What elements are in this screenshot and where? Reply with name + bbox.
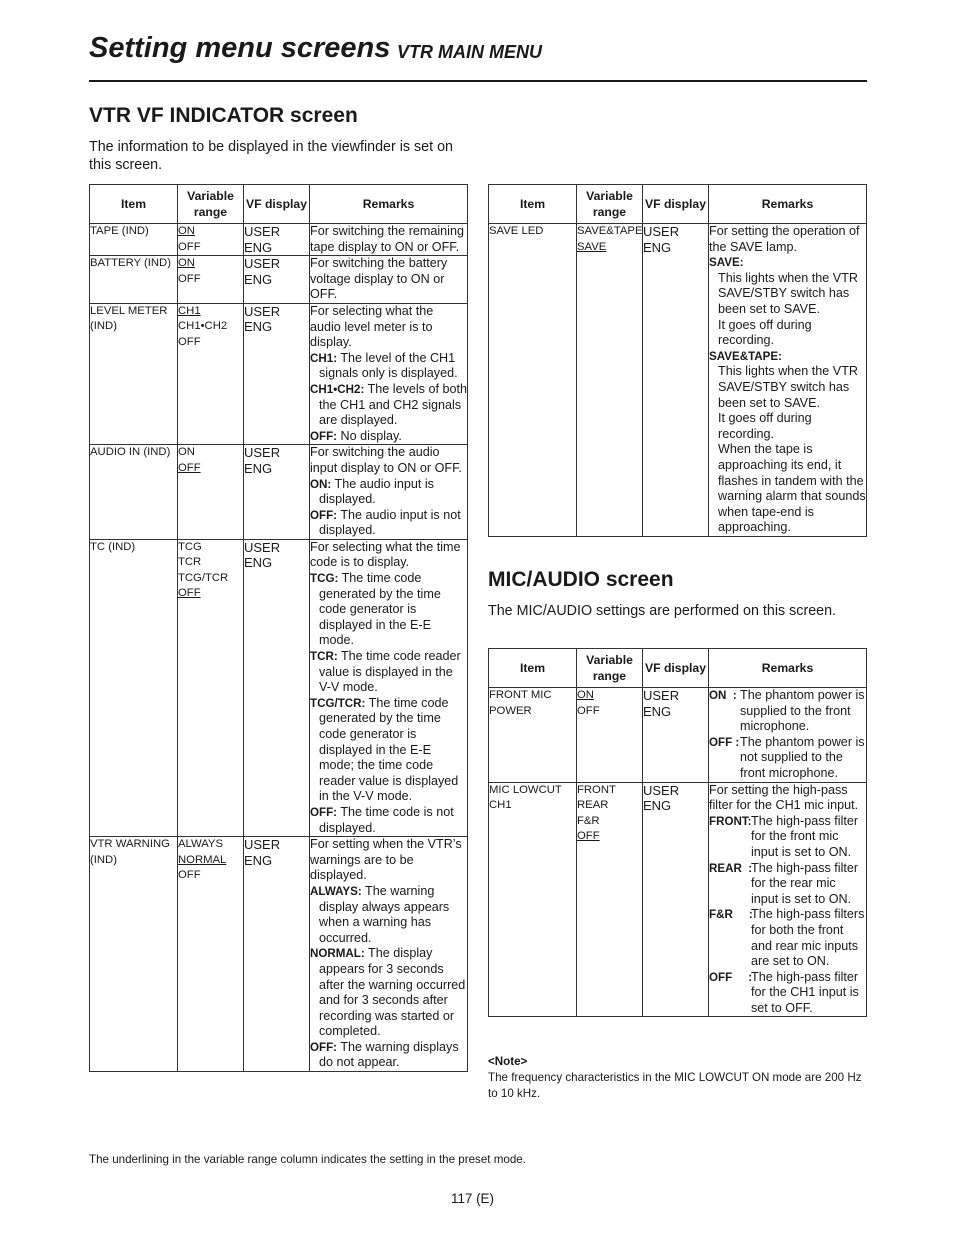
remark-key: F&R : — [709, 908, 753, 922]
range-option: TCG — [178, 540, 202, 553]
vf-display-value: ENG — [244, 555, 273, 571]
range-option: ALWAYS — [178, 838, 223, 851]
table-row — [489, 782, 867, 1017]
range-option: F&R — [577, 814, 600, 827]
vf-display-value: USER — [244, 303, 281, 319]
remark-value: The levels of both the CH1 and CH2 signals are displayed. — [319, 381, 467, 428]
remark-subtext: This lights when the VTR SAVE/STBY switch has been set to SAVE. — [718, 364, 858, 410]
remarks-cell — [709, 224, 867, 537]
vf-display-value: USER — [643, 782, 680, 798]
remark-key: OFF: — [310, 1040, 338, 1054]
range-option: ON — [178, 446, 195, 459]
range-option: TCR — [178, 556, 202, 569]
remark-key: CH1•CH2: — [310, 382, 365, 396]
remark-key: OFF: — [310, 508, 338, 522]
remark-definition — [709, 814, 866, 861]
page-title: Setting menu screens — [89, 32, 391, 64]
range-option: REAR — [577, 799, 609, 812]
remark-key: SAVE&TAPE: — [709, 349, 783, 363]
remark-definition — [310, 696, 467, 805]
remark-definition — [310, 477, 467, 508]
column-header-remarks: Remarks — [310, 185, 468, 224]
remark-definition — [709, 861, 866, 908]
remark-key: ALWAYS: — [310, 884, 362, 898]
remarks-cell — [310, 445, 468, 540]
column-header-vf-display: VF display — [244, 185, 310, 224]
remark-definition — [310, 649, 467, 696]
preset-option: NORMAL — [178, 853, 227, 866]
preset-option: OFF — [178, 461, 201, 474]
remark-value: The time code generated by the time code generator is displayed in the E-E mode. — [319, 571, 441, 648]
remark-value: The phantom power is supplied to the front microphone. — [740, 688, 865, 734]
vf-display-cell — [643, 224, 709, 537]
column-header-variable-range: Variable range — [178, 185, 244, 224]
note-text: The frequency characteristics in the MIC LOWCUT ON mode are 200 Hz to 10 kHz. — [488, 1071, 862, 1100]
table-row — [90, 539, 468, 836]
remark-subtext: It goes off during recording. — [718, 317, 812, 348]
range-option: OFF — [178, 272, 201, 285]
item-cell: FRONT MIC POWER — [489, 688, 577, 783]
vf-display-value: ENG — [244, 319, 273, 335]
remark-value: The level of the CH1 signals only is displayed. — [319, 350, 458, 381]
remark-definition — [310, 382, 467, 429]
remark-definition — [310, 805, 467, 836]
variable-range-cell — [178, 837, 244, 1072]
range-option: FRONT — [577, 783, 616, 796]
save-led-table — [488, 184, 867, 537]
remark-value: The time code generated by the time code generator is displayed in the E-E mode; the time code reader value is displayed in the V-V mode. — [319, 695, 459, 804]
item-cell: SAVE LED — [489, 224, 577, 537]
column-header-remarks: Remarks — [709, 649, 867, 688]
vf-display-cell — [244, 539, 310, 836]
remark-key: SAVE: — [709, 256, 744, 270]
table-row — [489, 688, 867, 783]
range-option: OFF — [178, 869, 201, 882]
remark-text: For setting the high-pass filter for the CH1 mic input. — [709, 782, 859, 813]
column-header-variable-range: Variable range — [577, 649, 643, 688]
variable-range-cell — [178, 303, 244, 444]
remark-key: TCG: — [310, 572, 339, 586]
vf-display-cell — [244, 837, 310, 1072]
mic-audio-intro: The MIC/AUDIO settings are performed on this screen. — [488, 603, 837, 619]
column-header-item: Item — [489, 185, 577, 224]
variable-range-cell — [178, 256, 244, 304]
item-cell: MIC LOWCUT CH1 — [489, 782, 577, 1017]
remarks-cell — [310, 256, 468, 304]
remarks-cell — [310, 837, 468, 1072]
remark-value: The high-pass filter for the rear mic input is set to ON. — [751, 860, 859, 906]
vf-display-value: USER — [244, 539, 281, 555]
remark-value: The warning display always appears when a warning has occurred. — [319, 883, 450, 945]
remark-value: The time code is not displayed. — [319, 804, 454, 835]
column-header-vf-display: VF display — [643, 185, 709, 224]
vf-display-cell — [244, 445, 310, 540]
preset-option: OFF — [178, 587, 201, 600]
vf-indicator-table — [89, 184, 468, 1072]
vf-display-value: ENG — [244, 271, 273, 287]
vf-display-value: USER — [643, 224, 680, 239]
preset-option: ON — [178, 257, 195, 270]
vf-display-value: USER — [244, 837, 281, 853]
remark-definition — [310, 946, 467, 1040]
remark-definition — [310, 508, 467, 539]
remark-key: OFF : — [709, 735, 740, 749]
remarks-cell — [709, 782, 867, 1017]
vf-display-value: USER — [244, 445, 281, 461]
remark-definition — [310, 351, 467, 382]
item-cell: TC (IND) — [90, 539, 178, 836]
preset-option: ON — [577, 689, 594, 701]
remark-subtext: It goes off during recording. — [718, 411, 812, 441]
page-subtitle: VTR MAIN MENU — [397, 42, 542, 62]
remark-key: NORMAL: — [310, 947, 365, 961]
vf-indicator-intro: The information to be displayed in the viewfinder is set on this screen. — [89, 139, 453, 173]
preset-option: ON — [178, 225, 195, 237]
remark-subtext: This lights when the VTR SAVE/STBY switch has been set to SAVE. — [718, 270, 858, 316]
remark-text: For selecting what the time code is to display. — [310, 539, 461, 570]
preset-option: OFF — [577, 830, 600, 843]
vf-display-value: ENG — [244, 239, 273, 255]
vf-display-value: ENG — [244, 852, 273, 868]
column-header-remarks: Remarks — [709, 185, 867, 224]
remark-subtext: When the tape is approaching its end, it flashes in tandem with the warning alarm that sounds when tape-end is approaching. — [718, 442, 866, 535]
vf-display-value: ENG — [244, 460, 273, 476]
remarks-cell — [310, 539, 468, 836]
vf-display-value: USER — [244, 256, 281, 272]
item-cell: TAPE (IND) — [90, 224, 178, 256]
range-option: OFF — [577, 704, 600, 717]
vf-display-value: USER — [643, 688, 680, 703]
remark-key: REAR : — [709, 861, 753, 875]
table-row — [489, 224, 867, 537]
range-option: OFF — [178, 240, 201, 253]
remark-definition — [709, 688, 866, 735]
remark-text: For setting the operation of the SAVE lamp. — [709, 224, 860, 254]
vf-display-value: ENG — [643, 798, 672, 814]
remark-value: The high-pass filters for both the front and rear mic inputs are set to ON. — [751, 907, 865, 969]
remarks-cell — [709, 688, 867, 783]
vf-display-cell — [643, 782, 709, 1017]
remark-value: No display. — [337, 428, 402, 443]
remark-value: The audio input is displayed. — [319, 476, 434, 507]
remark-value: The warning displays do not appear. — [319, 1039, 459, 1070]
vf-display-cell — [244, 256, 310, 304]
remark-text: For switching the audio input display to ON or OFF. — [310, 445, 462, 475]
variable-range-cell — [577, 224, 643, 537]
variable-range-cell — [178, 539, 244, 836]
remark-key: CH1: — [310, 351, 338, 365]
remark-definition — [310, 1040, 467, 1071]
column-header-variable-range: Variable range — [577, 185, 643, 224]
vf-display-cell — [244, 303, 310, 444]
column-header-item: Item — [489, 649, 577, 688]
variable-range-cell — [178, 445, 244, 540]
title-rule — [89, 80, 867, 82]
item-cell: AUDIO IN (IND) — [90, 445, 178, 540]
note-heading: <Note> — [488, 1055, 528, 1068]
table-row — [90, 224, 468, 256]
table-row — [90, 445, 468, 540]
range-option: SAVE&TAPE — [577, 225, 643, 237]
remark-key: TCR: — [310, 650, 338, 664]
remark-definition — [310, 884, 467, 946]
vf-indicator-heading: VTR VF INDICATOR screen — [89, 104, 358, 127]
remark-definition — [709, 735, 866, 782]
remark-key: ON: — [310, 477, 332, 491]
remark-value: The display appears for 3 seconds after the warning occurred and for 3 seconds after recording was started or completed. — [319, 946, 466, 1039]
variable-range-cell — [577, 782, 643, 1017]
remark-value: The time code reader value is displayed in the V-V mode. — [319, 649, 461, 695]
remarks-cell — [310, 224, 468, 256]
remark-text: For selecting what the audio level meter is to display. — [310, 303, 434, 350]
remark-text: For switching the battery voltage display to ON or OFF. — [310, 256, 448, 302]
remark-definition — [709, 907, 866, 969]
item-cell: BATTERY (IND) — [90, 256, 178, 304]
vf-display-cell — [244, 224, 310, 256]
table-row — [90, 256, 468, 304]
range-option: CH1•CH2 — [178, 320, 228, 333]
mic-audio-heading: MIC/AUDIO screen — [488, 568, 674, 591]
range-option: OFF — [178, 335, 201, 348]
remark-value: The high-pass filter for the CH1 input is set to OFF. — [751, 969, 859, 1015]
vf-display-value: ENG — [643, 703, 672, 719]
vf-display-cell — [643, 688, 709, 783]
remark-key: OFF : — [709, 970, 753, 984]
remark-key: OFF: — [310, 805, 338, 819]
remark-key: ON : — [709, 689, 737, 702]
column-header-item: Item — [90, 185, 178, 224]
remark-definition — [310, 429, 467, 445]
remark-text: For switching the remaining tape display to ON or OFF. — [310, 224, 464, 254]
note-box — [488, 1054, 868, 1102]
range-option: TCG/TCR — [178, 571, 229, 584]
remark-text: For setting when the VTR’s warnings are to be displayed. — [310, 837, 462, 883]
variable-range-cell — [178, 224, 244, 256]
column-header-vf-display: VF display — [643, 649, 709, 688]
vf-display-value: USER — [244, 224, 281, 239]
item-cell: VTR WARNING (IND) — [90, 837, 178, 1072]
table-row — [90, 303, 468, 444]
remark-definition — [709, 970, 866, 1017]
table-row — [90, 837, 468, 1072]
remark-key: FRONT: — [709, 814, 752, 828]
page-number: 117 (E) — [451, 1191, 494, 1206]
remark-key: TCG/TCR: — [310, 696, 366, 710]
preset-option: CH1 — [178, 304, 201, 317]
remark-key: OFF: — [310, 429, 338, 443]
vf-display-value: ENG — [643, 239, 672, 255]
page-header — [89, 30, 867, 84]
item-cell: LEVEL METER (IND) — [90, 303, 178, 444]
remarks-cell — [310, 303, 468, 444]
remark-definition — [310, 571, 467, 649]
preset-option: SAVE — [577, 240, 607, 253]
footnote: The underlining in the variable range column indicates the setting in the preset mode. — [89, 1153, 526, 1166]
mic-audio-table — [488, 648, 867, 1017]
remark-value: The high-pass filter for the front mic input is set to ON. — [751, 813, 859, 859]
variable-range-cell — [577, 688, 643, 783]
remark-value: The audio input is not displayed. — [319, 507, 461, 538]
remark-value: The phantom power is not supplied to the front microphone. — [740, 734, 865, 780]
